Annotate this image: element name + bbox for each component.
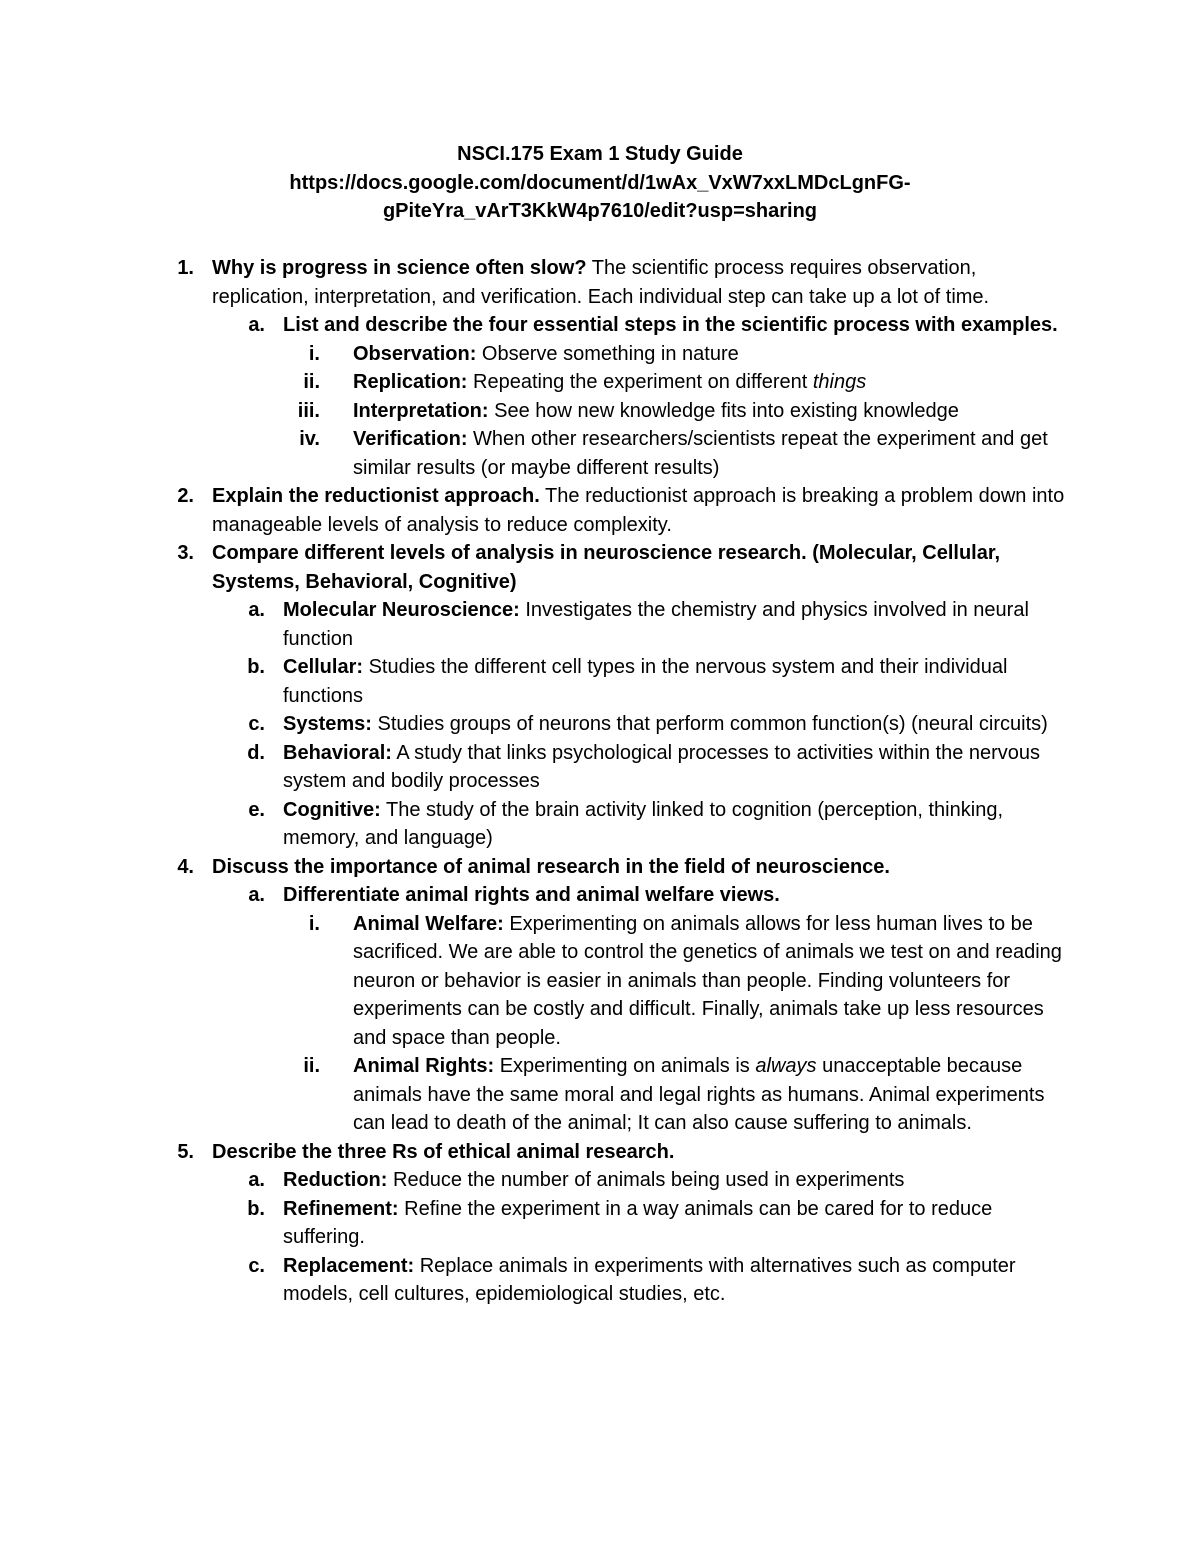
step-observation [0, 340, 1063, 369]
definition: Investigates the chemistry and physics involved in neural function [283, 599, 1029, 650]
list-marker: 3. [177, 542, 194, 564]
document-title: NSCI.175 Exam 1 Study Guide [457, 143, 743, 165]
level-systems [0, 710, 1063, 739]
question-text: Why is progress in science often slow? [212, 257, 587, 279]
term: Behavioral: [283, 741, 392, 764]
definition: Studies the different cell types in the nervous system and their individual functions [283, 656, 1008, 707]
term: Molecular Neuroscience: [283, 599, 520, 621]
list-marker: c. [248, 713, 265, 735]
list-marker: 2. [177, 485, 194, 507]
question-1 [0, 254, 1072, 311]
definition: Reduce the number of animals being used in experiments [393, 1169, 905, 1191]
list-marker: b. [247, 656, 265, 678]
definition: Observe something in nature [481, 342, 739, 365]
document-header [200, 140, 1000, 226]
term: Animal Rights: [353, 1055, 495, 1077]
level-cognitive [0, 796, 1063, 853]
question-text: Explain the reductionist approach. [212, 485, 540, 507]
list-marker: e. [248, 798, 265, 821]
definition-emphasis: things [812, 371, 867, 393]
question-text: Compare different levels of analysis in neuroscience research. (Molecular, Cellular, Systems, Behavioral, Cognitive) [212, 542, 1001, 593]
definition: Repeating the experiment on different [473, 371, 808, 393]
definition: When other researchers/scientists repeat the experiment and get similar results (or maybe different results) [353, 428, 1048, 479]
definition: The study of the brain activity linked to cognition (perception, thinking, memory, and language) [283, 798, 1003, 849]
list-marker: a. [248, 1169, 265, 1191]
document-url-line-1: https://docs.google.com/document/d/1wAx_VxW7xxLMDcLgnFG- [289, 171, 911, 194]
term: Systems: [283, 713, 372, 735]
term: Observation: [353, 342, 477, 365]
list-marker: a. [248, 314, 265, 336]
definition: Experimenting on animals allows for less human lives to be sacrificed. We are able to control the genetics of animals we test on and reading neuron or behavior is easier in animals than people. Finding volunteers for experiments can be costly and difficult. Finally, animals take up less resources and space than people. [353, 912, 1062, 1049]
level-behavioral [0, 739, 1063, 796]
question-text: Describe the three Rs of ethical animal research. [212, 1140, 675, 1163]
r-refinement [0, 1195, 1063, 1252]
level-cellular [0, 653, 1063, 710]
list-marker: ii. [303, 1055, 320, 1077]
term: Cellular: [283, 656, 364, 678]
question-4a [0, 881, 1063, 910]
term: Replacement: [283, 1254, 415, 1277]
sub-question-text: List and describe the four essential steps in the scientific process with examples. [283, 314, 1058, 336]
list-marker: 1. [177, 257, 194, 279]
definition: Refine the experiment in a way animals can be cared for to reduce suffering. [283, 1197, 993, 1248]
step-verification [0, 425, 1063, 482]
question-5 [0, 1138, 1072, 1167]
definition: Studies groups of neurons that perform common function(s) (neural circuits) [377, 713, 1048, 735]
question-text: Discuss the importance of animal research in the field of neuroscience. [212, 855, 890, 878]
list-marker: 4. [177, 855, 194, 878]
list-marker: iii. [297, 399, 320, 422]
view-animal-rights [0, 1052, 1063, 1138]
list-marker: ii. [303, 371, 320, 393]
r-replacement [0, 1252, 1063, 1309]
definition: Replace animals in experiments with alternatives such as computer models, cell cultures, epidemiological studies, etc. [283, 1254, 1016, 1305]
r-reduction [0, 1166, 1063, 1195]
step-replication [0, 368, 1063, 397]
definition-emphasis: always [755, 1055, 817, 1077]
list-marker: d. [247, 741, 265, 764]
study-guide-list [0, 254, 1200, 1309]
answer-text: The scientific process requires observation, replication, interpretation, and verification. Each individual step can take up a lot of time. [212, 257, 990, 308]
definition-continued: unacceptable because animals have the same moral and legal rights as humans. Animal experiments can lead to death of the animal; It can also cause suffering to animals. [353, 1055, 1045, 1134]
term: Animal Welfare: [353, 912, 504, 935]
list-marker: a. [248, 599, 265, 621]
question-4 [0, 853, 1072, 882]
list-marker: i. [308, 912, 320, 935]
list-marker: 5. [177, 1140, 194, 1163]
list-marker: c. [248, 1254, 265, 1277]
question-1a [0, 311, 1063, 340]
question-2 [0, 482, 1072, 539]
definition: A study that links psychological processes to activities within the nervous system and bodily processes [283, 741, 1041, 792]
view-animal-welfare [0, 910, 1063, 1053]
term: Replication: [353, 371, 468, 393]
term: Refinement: [283, 1197, 399, 1220]
sub-question-text: Differentiate animal rights and animal welfare views. [283, 884, 780, 906]
document-url-line-2: gPiteYra_vArT3KkW4p7610/edit?usp=sharing [382, 200, 818, 222]
definition: Experimenting on animals is [499, 1055, 750, 1077]
term: Verification: [353, 428, 468, 450]
answer-text: The reductionist approach is breaking a problem down into manageable levels of analysis to reduce complexity. [212, 485, 1065, 536]
list-marker: a. [248, 884, 265, 906]
list-marker: i. [308, 342, 320, 365]
definition: See how new knowledge fits into existing knowledge [494, 399, 959, 422]
list-marker: b. [247, 1197, 265, 1220]
term: Reduction: [283, 1169, 388, 1191]
term: Cognitive: [283, 798, 381, 821]
list-marker: iv. [299, 428, 320, 450]
term: Interpretation: [353, 399, 489, 422]
question-3 [0, 539, 1072, 596]
step-interpretation [0, 397, 1063, 426]
level-molecular [0, 596, 1063, 653]
